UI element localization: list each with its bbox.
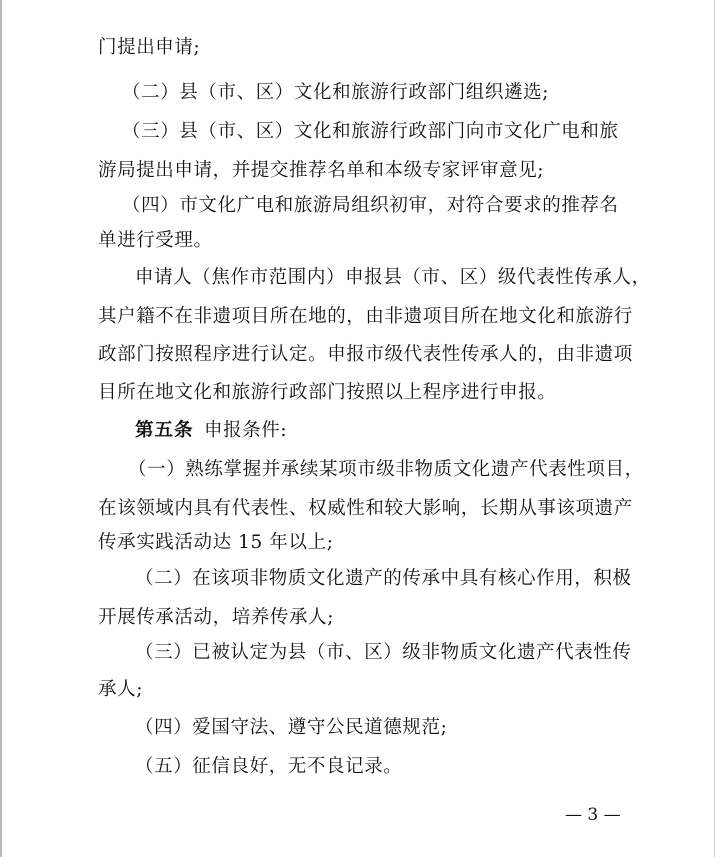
- line-text: 门提出申请;: [98, 37, 201, 58]
- line-text: 游局提出申请，并提交推荐名单和本级专家评审意见;: [98, 160, 545, 181]
- line-text: 政部门按照程序进行认定。申报市级代表性传承人的，由非遗项: [98, 344, 633, 365]
- line-text: 目所在地文化和旅游行政部门按照以上程序进行申报。: [98, 382, 557, 403]
- text-line: [0, 258, 715, 298]
- line-text: （二）在该项非物质文化遗产的传承中具有核心作用，积极: [135, 568, 632, 589]
- line-text: 单进行受理。: [98, 230, 213, 251]
- text-line: [0, 373, 715, 413]
- text-line: [0, 335, 715, 375]
- line-text: 承人;: [98, 679, 144, 700]
- text-line: [0, 450, 715, 490]
- text-line: [0, 633, 715, 673]
- line-text: 申请人（焦作市范围内）申报县（市、区）级代表性传承人，: [135, 267, 651, 288]
- text-line: [0, 186, 715, 226]
- line-text: 在该领域内具有代表性、权威性和较大影响，长期从事该项遗产: [98, 498, 633, 519]
- line-text: （五）征信良好，无不良记录。: [135, 756, 403, 777]
- article-heading: 第五条: [135, 420, 194, 441]
- line-text: （三）已被认定为县（市、区）级非物质文化遗产代表性传: [135, 642, 632, 663]
- line-text: （四）市文化广电和旅游局组织初审，对符合要求的推荐名: [122, 195, 619, 216]
- text-line: [0, 708, 715, 748]
- text-line: [0, 559, 715, 599]
- text-line: [0, 747, 715, 787]
- line-text: 申报条件:: [204, 420, 288, 441]
- line-text: （四）爱国守法、遵守公民道德规范;: [135, 717, 448, 738]
- line-text: （二）县（市、区）文化和旅游行政部门组织遴选;: [122, 82, 550, 103]
- text-line: [0, 670, 715, 710]
- line-text: 传承实践活动达 15 年以上;: [98, 532, 334, 553]
- text-line: [0, 73, 715, 113]
- text-line: [0, 411, 715, 451]
- text-line: [0, 598, 715, 638]
- line-text: （一）熟练掌握并承续某项市级非物质文化遗产代表性项目，: [128, 459, 644, 480]
- page-number: — 3 —: [565, 805, 621, 825]
- text-line: [0, 151, 715, 191]
- text-line: [0, 221, 715, 261]
- text-line: [0, 112, 715, 152]
- text-line: [0, 297, 715, 337]
- text-line: [0, 523, 715, 563]
- line-text: 开展传承活动，培养传承人;: [98, 607, 335, 628]
- text-line: [0, 28, 715, 68]
- line-text: 其户籍不在非遗项目所在地的，由非遗项目所在地文化和旅游行: [98, 306, 633, 327]
- line-text: （三）县（市、区）文化和旅游行政部门向市文化广电和旅: [122, 121, 619, 142]
